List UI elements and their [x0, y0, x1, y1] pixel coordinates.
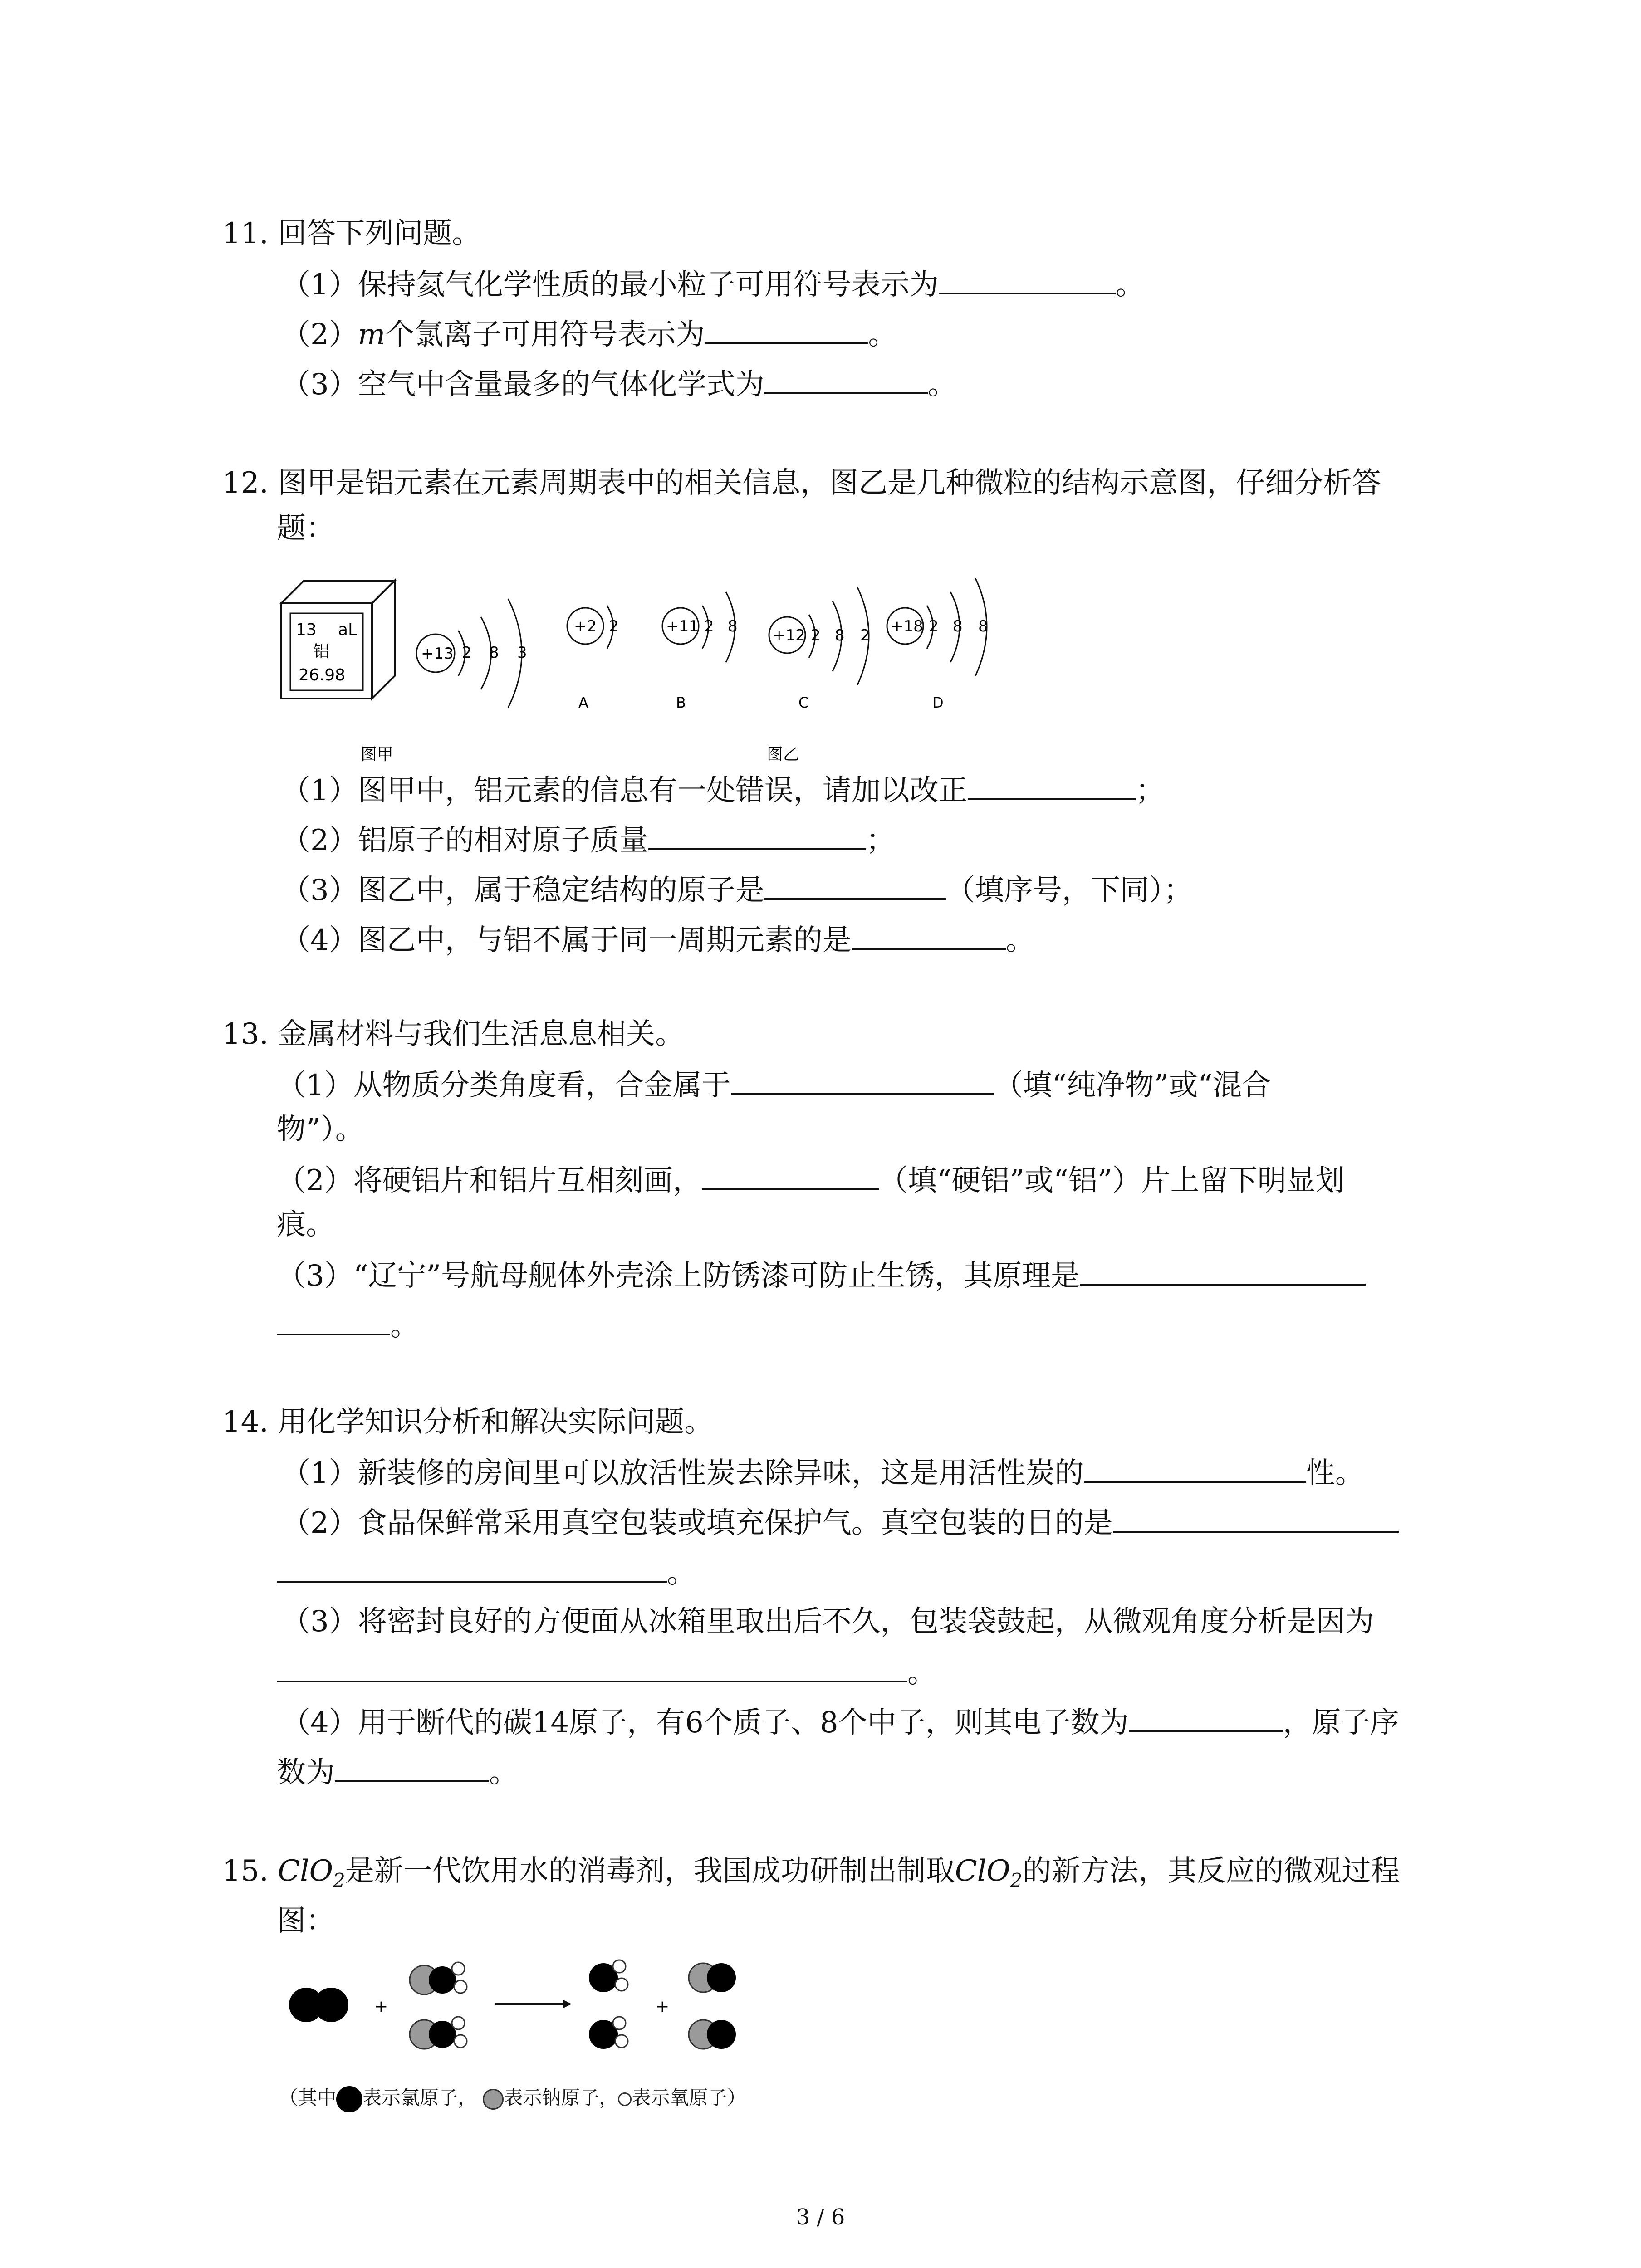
q13-blank3[interactable] [1080, 1256, 1366, 1286]
q12-part2: （2）铝原子的相对原子质量 ； [281, 821, 895, 859]
periodic-table-cell [281, 581, 395, 699]
cell-symbol: aL [338, 621, 358, 639]
svg-text:+2: +2 [574, 617, 597, 635]
q11-number: 11. [222, 217, 269, 250]
q15-reaction-diagram [286, 1950, 785, 2068]
q14-part2: （2）食品保鲜常采用真空包装或填充保护气。真空包装的目的是 [281, 1504, 1399, 1541]
q13-stem: 13. 金属材料与我们生活息息相关。 [222, 1017, 685, 1051]
al-shell-2: 8 [489, 644, 499, 662]
q11-stem [222, 215, 481, 252]
clo2-molecule-2 [589, 2017, 628, 2049]
q13-part3: （3）“辽宁”号航母舰体外壳涂上防锈漆可防止生锈，其原理是 [277, 1256, 1366, 1294]
q15-formula-1: ClO$_2$ [278, 1854, 345, 1892]
q15-legend: （其中 表示氯原子， 表示钠原子， 表示氧原子） [279, 2084, 746, 2112]
q11-stem-text: 回答下列问题。 [278, 217, 481, 250]
q12-stem: 12. 图甲是铝元素在元素周期表中的相关信息，图乙是几种微粒的结构示意图，仔细分析答 [222, 466, 1381, 500]
q13-blank1[interactable] [731, 1066, 994, 1095]
svg-text:2: 2 [929, 617, 939, 635]
atom-C-label: C [798, 694, 809, 711]
q12-blank4[interactable] [852, 921, 1006, 950]
cell-mass: 26.98 [299, 666, 346, 684]
q11-blank1[interactable] [939, 265, 1116, 294]
q14-blank2-cont[interactable] [277, 1554, 667, 1583]
q13-part1-cont: 物”）。 [277, 1113, 364, 1146]
atom-D-label: D [932, 694, 944, 711]
svg-text:8: 8 [978, 617, 988, 635]
svg-text:+11: +11 [666, 617, 699, 635]
q14-blank2[interactable] [1113, 1504, 1399, 1533]
atom-A-label: A [578, 694, 588, 711]
q11-part3: （3）空气中含量最多的气体化学式为 。 [281, 365, 957, 403]
q14-blank4[interactable] [1129, 1703, 1283, 1732]
q14-part3: （3）将密封良好的方便面从冰箱里取出后不久，包装袋鼓起，从微观角度分析是因为 [281, 1605, 1374, 1638]
al-atom-diagram [416, 599, 527, 708]
naclo2-molecule-1 [410, 1962, 467, 1994]
q14-number: 14. [222, 1405, 269, 1439]
q12-blank1[interactable] [968, 771, 1136, 800]
chlorine-atom-icon [336, 2086, 362, 2112]
q13-part3-cont: 。 [277, 1306, 419, 1344]
atom-B-label: B [676, 694, 686, 711]
q14-blank3[interactable] [277, 1653, 907, 1682]
q15-formula-2: ClO$_2$ [955, 1854, 1023, 1892]
svg-text:2: 2 [860, 626, 870, 645]
q12-part3: （3）图乙中，属于稳定结构的原子是 （填序号，下同）； [281, 871, 1193, 909]
q14-part3-cont: 。 [277, 1653, 936, 1691]
q11-part2: （2）m个氯离子可用符号表示为 。 [281, 315, 897, 353]
al-shell-1: 2 [462, 644, 472, 662]
cell-name: 铝 [313, 642, 330, 661]
atom-B [662, 592, 738, 711]
q14-blank1[interactable] [1084, 1454, 1306, 1483]
atom-C [769, 587, 870, 711]
q15-number: 15. [222, 1854, 269, 1888]
plus-sign-1: + [374, 1997, 388, 2016]
q11-blank3[interactable] [764, 365, 928, 394]
q14-part2-cont: 。 [277, 1554, 696, 1591]
q12-blank3[interactable] [764, 871, 946, 900]
q14-part1: （1）新装修的房间里可以放活性炭去除异味，这是用活性炭的 性。 [281, 1454, 1364, 1491]
q15-stem-cont: 图： [277, 1904, 335, 1938]
nacl-molecule-1 [689, 1963, 736, 1992]
q13-number: 13. [222, 1017, 269, 1051]
nacl-molecule-2 [689, 2020, 736, 2049]
q13-blank2[interactable] [702, 1161, 879, 1190]
q12-blank2[interactable] [648, 821, 866, 850]
q13-part1: （1）从物质分类角度看，合金属于 （填“纯净物”或“混合 [277, 1066, 1271, 1104]
al-shell-3: 3 [517, 644, 527, 662]
reaction-arrow [495, 1999, 572, 2009]
cell-number: 13 [296, 621, 317, 639]
q13-blank3-cont[interactable] [277, 1306, 390, 1335]
svg-text:+18: +18 [891, 617, 923, 635]
svg-text:8: 8 [728, 617, 738, 635]
q12-stem-cont: 题： [277, 512, 335, 545]
svg-text:2: 2 [811, 626, 821, 645]
q13-part2-cont: 痕。 [277, 1208, 335, 1242]
naclo2-molecule-2 [410, 2017, 467, 2049]
clo2-molecule-1 [589, 1960, 628, 1992]
svg-text:8: 8 [835, 626, 845, 645]
q11-part1: （1）保持氦气化学性质的最小粒子可用符号表示为 。 [281, 265, 1145, 303]
page-number: 3 / 6 [796, 2204, 845, 2230]
atom-A [567, 606, 619, 711]
q11-blank2[interactable] [705, 315, 868, 344]
svg-text:2: 2 [704, 617, 714, 635]
q12-part1: （1）图甲中，铝元素的信息有一处错误，请加以改正 ； [281, 771, 1165, 809]
svg-text:8: 8 [953, 617, 963, 635]
q14-part4: （4）用于断代的碳14原子，有6个质子、8个中子，则其电子数为 ，原子序 [281, 1703, 1399, 1741]
q14-part4-cont: 数为 。 [277, 1753, 518, 1791]
q15-stem: 15. ClO$_2$是新一代饮用水的消毒剂，我国成功研制出制取ClO$_2$的新方法，其反应的微观过程 [222, 1854, 1400, 1892]
svg-text:+12: +12 [773, 626, 805, 645]
cl2-molecule [289, 1988, 348, 2022]
q14-blank5[interactable] [335, 1753, 489, 1782]
q12-part4: （4）图乙中，与铝不属于同一周期元素的是 。 [281, 921, 1035, 958]
q12-figure [272, 576, 1497, 785]
q13-part2: （2）将硬铝片和铝片互相刻画， （填“硬铝”或“铝”）片上留下明显划 [277, 1161, 1345, 1199]
caption-jia: 图甲 [361, 745, 394, 764]
svg-text:2: 2 [609, 617, 619, 635]
oxygen-atom-icon [618, 2092, 632, 2106]
q12-number: 12. [222, 466, 269, 500]
caption-yi: 图乙 [767, 745, 800, 764]
al-nucleus: +13 [421, 645, 454, 663]
atom-D [887, 578, 988, 711]
q14-stem: 14. 用化学知识分析和解决实际问题。 [222, 1405, 714, 1439]
sodium-atom-icon [483, 2089, 504, 2110]
plus-sign-2: + [656, 1997, 670, 2016]
